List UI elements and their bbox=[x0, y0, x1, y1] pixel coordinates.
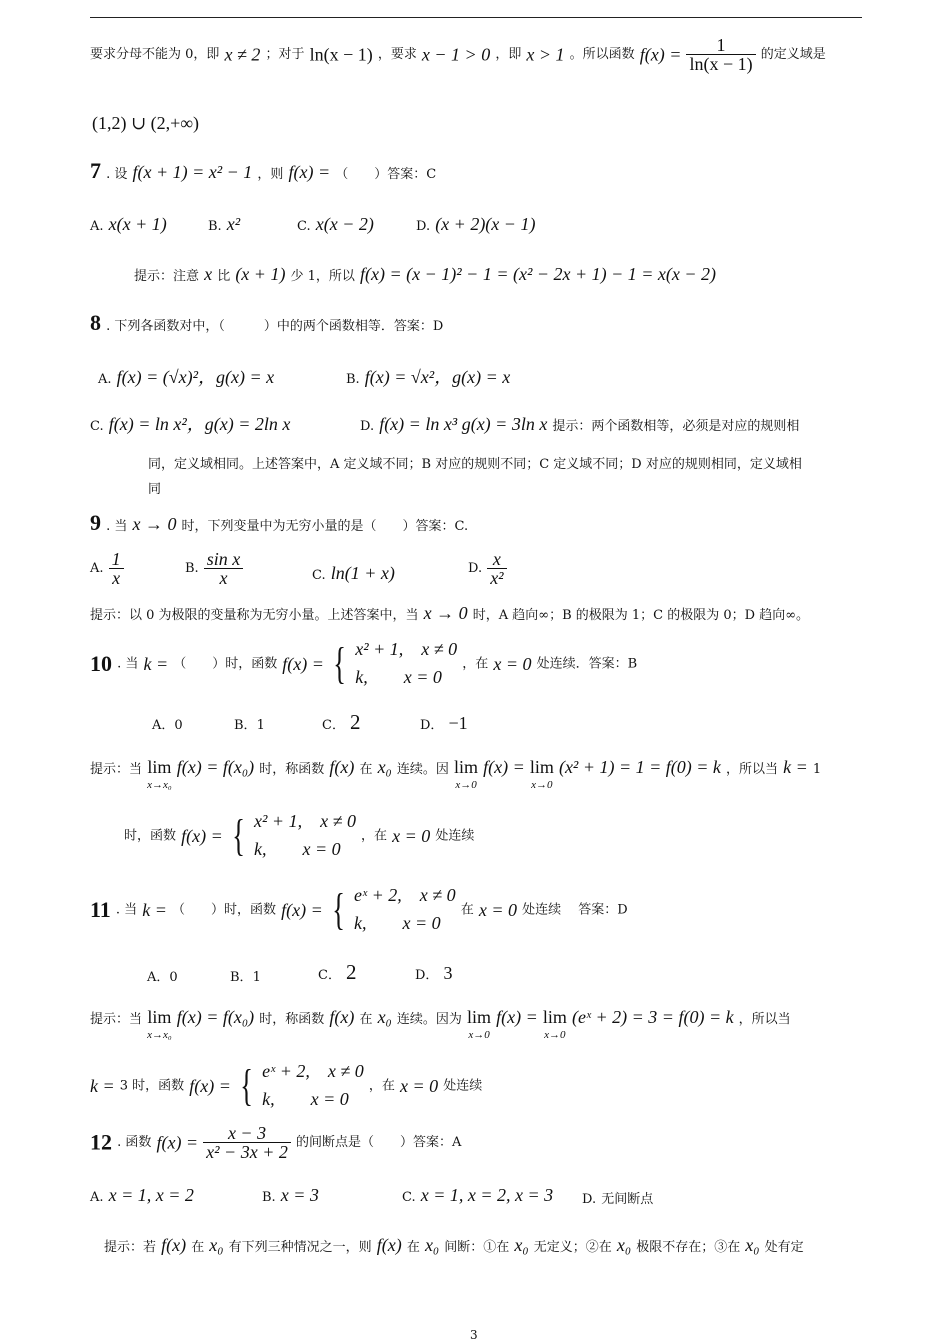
lim-sub: x→x₀ bbox=[147, 779, 172, 791]
option-label: C. bbox=[312, 568, 326, 583]
hint-text: 同 bbox=[148, 482, 162, 497]
q12-option-a bbox=[90, 1186, 194, 1204]
denominator: ln(x − 1) bbox=[689, 54, 753, 74]
case: eˣ + 2, x ≠ 0 bbox=[262, 1061, 364, 1081]
text: 处有定 bbox=[764, 1240, 804, 1255]
text: 有下列三种情况之一，则 bbox=[228, 1240, 372, 1255]
option-label: C. bbox=[90, 419, 104, 434]
lim-op: lim bbox=[147, 757, 172, 777]
math: f(x + 1) = x² − 1 bbox=[132, 162, 253, 182]
math: x = 0 bbox=[399, 1075, 439, 1096]
option-math: x(x + 1) bbox=[108, 214, 167, 234]
text: 的间断点是（ ）答案：A bbox=[295, 1135, 462, 1150]
text: 连续。因 bbox=[396, 762, 449, 777]
math: x bbox=[204, 264, 213, 284]
denominator: x bbox=[219, 568, 228, 588]
math: f(x) = (x − 1)² − 1 = (x² − 2x + 1) − 1 = x(x − 2) bbox=[360, 264, 717, 284]
q7-option-a bbox=[90, 215, 167, 233]
piecewise-cases bbox=[254, 808, 356, 864]
math: f(x) = f(x₀) bbox=[176, 757, 255, 777]
text: ；对于 bbox=[265, 47, 305, 62]
text: 处连续 bbox=[435, 828, 475, 844]
text: ，则 bbox=[257, 167, 284, 182]
case: k, x = 0 bbox=[355, 666, 442, 687]
text: （ ）时，函数 bbox=[173, 656, 278, 672]
text: 提示：注意 bbox=[134, 269, 200, 284]
lim-op: lim bbox=[529, 757, 554, 777]
limit bbox=[467, 1008, 491, 1041]
q10-option-a bbox=[152, 716, 183, 732]
denominator: x² − 3x + 2 bbox=[206, 1142, 288, 1162]
q11-option-a bbox=[147, 968, 178, 984]
math: x = 0 bbox=[493, 653, 532, 674]
case: k, x = 0 bbox=[262, 1088, 349, 1109]
math: f(x) bbox=[161, 1235, 187, 1255]
math: (x + 1) bbox=[235, 264, 286, 284]
q7-option-c bbox=[297, 215, 374, 233]
math: f(x) = f(x₀) bbox=[176, 1007, 255, 1027]
math: (x² + 1) = 1 = f(0) = k bbox=[558, 757, 721, 777]
option-label: B. bbox=[262, 1190, 276, 1205]
option-math: ln(1 + x) bbox=[330, 563, 395, 583]
math: f(x) = bbox=[181, 825, 223, 846]
option-math: x(x − 2) bbox=[315, 214, 374, 234]
option-math: x² bbox=[226, 214, 241, 234]
math: k = bbox=[783, 757, 808, 777]
question-8 bbox=[90, 312, 443, 334]
text: ，在 bbox=[368, 1078, 395, 1094]
math: f(x) bbox=[329, 1007, 355, 1027]
continuation-line bbox=[90, 36, 826, 73]
text: . 当 bbox=[117, 656, 139, 672]
option-label: A. bbox=[98, 372, 112, 387]
lim-sub: x→0 bbox=[544, 1029, 566, 1041]
left-brace: { bbox=[232, 810, 245, 860]
option-label: D． bbox=[415, 968, 439, 983]
q12-option-c bbox=[402, 1186, 553, 1204]
text: 时，称函数 bbox=[259, 1012, 325, 1027]
text: 比 bbox=[217, 269, 231, 284]
math: x → 0 bbox=[132, 514, 177, 534]
text: 时，A 趋向∞；B 的极限为 1；C 的极限为 0；D 趋向∞。 bbox=[472, 608, 810, 623]
math: x₀ bbox=[616, 1235, 632, 1255]
option-value: 0 bbox=[174, 718, 183, 733]
lim-sub: x→0 bbox=[455, 779, 477, 791]
numerator: 1 bbox=[686, 36, 755, 55]
option-label: A. bbox=[90, 561, 104, 576]
text: ，即 bbox=[495, 47, 522, 62]
q11-hint-line2 bbox=[90, 1058, 482, 1114]
lim-op: lim bbox=[467, 1007, 492, 1027]
fraction bbox=[686, 36, 755, 73]
numerator: x − 3 bbox=[203, 1124, 291, 1143]
option-label: B. bbox=[208, 219, 222, 234]
q11-option-c bbox=[318, 962, 357, 983]
text: ，要求 bbox=[377, 47, 417, 62]
q8-option-c bbox=[90, 415, 290, 433]
denominator: x bbox=[112, 568, 121, 588]
math: x → 0 bbox=[423, 603, 468, 623]
math: k = bbox=[142, 899, 167, 920]
option-label: B. bbox=[185, 561, 199, 576]
fraction bbox=[204, 550, 244, 587]
option-label: A． bbox=[152, 718, 175, 733]
case: k, x = 0 bbox=[254, 838, 341, 859]
math: f(x) = bbox=[288, 162, 331, 182]
text: 极限不存在；③在 bbox=[636, 1240, 741, 1255]
option-math: x = 3 bbox=[280, 1185, 319, 1205]
option-value: 0 bbox=[169, 970, 178, 985]
text: 时，函数 bbox=[124, 828, 177, 844]
text: 提示：若 bbox=[104, 1240, 157, 1255]
math: x₀ bbox=[377, 757, 392, 777]
math: f(x) bbox=[329, 757, 355, 777]
q10-option-c bbox=[322, 712, 361, 733]
question-number: 10 bbox=[90, 650, 112, 676]
text: 1 bbox=[812, 762, 822, 777]
text: 时，下列变量中为无穷小量的是（ ）答案：C. bbox=[181, 519, 469, 534]
question-12 bbox=[90, 1124, 461, 1161]
math: f(x) = bbox=[483, 757, 525, 777]
q11-hint bbox=[90, 1008, 791, 1041]
q9-option-a bbox=[90, 550, 124, 587]
option-math: f(x) = (√x)²，g(x) = x bbox=[116, 367, 275, 387]
text: 在 bbox=[359, 762, 373, 777]
math: x − 1 > 0 bbox=[421, 44, 491, 65]
header-rule bbox=[90, 17, 862, 18]
math: ln(x − 1) bbox=[309, 44, 373, 65]
option-math: f(x) = ln x²，g(x) = 2ln x bbox=[108, 414, 291, 434]
text: 的定义域是 bbox=[760, 47, 826, 62]
limit bbox=[147, 1008, 172, 1041]
page-number: 3 bbox=[470, 1328, 478, 1342]
piecewise-cases bbox=[262, 1058, 364, 1114]
math: x₀ bbox=[745, 1235, 760, 1255]
q10-option-d bbox=[420, 714, 468, 732]
denominator: x² bbox=[490, 568, 504, 588]
math: (eˣ + 2) = 3 = f(0) = k bbox=[571, 1007, 734, 1027]
option-label: A. bbox=[90, 1190, 104, 1205]
option-label: D． bbox=[420, 718, 444, 733]
math: x ≠ 2 bbox=[224, 44, 261, 65]
limit bbox=[454, 758, 478, 791]
lim-op: lim bbox=[454, 757, 479, 777]
lim-op: lim bbox=[147, 1007, 172, 1027]
option-label: A． bbox=[147, 970, 170, 985]
q11-option-d bbox=[415, 964, 453, 982]
option-label: D. bbox=[416, 219, 431, 234]
q8-option-b bbox=[346, 368, 510, 386]
question-number: 7 bbox=[90, 158, 101, 183]
option-math: x = 1, x = 2, x = 3 bbox=[420, 1185, 554, 1205]
left-brace: { bbox=[333, 638, 346, 688]
text: ，在 bbox=[361, 828, 388, 844]
text: 在 bbox=[406, 1240, 420, 1255]
left-brace: { bbox=[332, 884, 345, 934]
piecewise-cases bbox=[355, 636, 457, 692]
hint-text: 同，定义域相同。上述答案中，A 定义域不同；B 对应的规则不同；C 定义域不同；D 对应的规则相同，定义域相 bbox=[148, 457, 802, 472]
option-value: −1 bbox=[448, 713, 468, 733]
lim-sub: x→0 bbox=[531, 779, 553, 791]
question-number: 12 bbox=[90, 1129, 112, 1155]
text: 处连续．答案：B bbox=[536, 656, 638, 672]
text: ，所以当 bbox=[726, 762, 779, 777]
option-label: C． bbox=[318, 968, 341, 983]
option-value: 1 bbox=[252, 970, 261, 985]
math: f(x) = bbox=[639, 44, 682, 65]
text: 处连续 答案：D bbox=[522, 902, 628, 918]
case: eˣ + 2, x ≠ 0 bbox=[354, 885, 456, 905]
option-label: B． bbox=[234, 718, 257, 733]
lim-op: lim bbox=[542, 1007, 567, 1027]
q8-option-d bbox=[360, 415, 799, 433]
math: f(x) = bbox=[156, 1132, 199, 1153]
limit bbox=[543, 1008, 567, 1041]
q9-option-d bbox=[468, 550, 507, 587]
question-number: 11 bbox=[90, 896, 111, 922]
math: k = bbox=[143, 653, 169, 674]
text: 提示：当 bbox=[90, 1012, 143, 1027]
option-value: 2 bbox=[346, 960, 357, 984]
text: 提示：当 bbox=[90, 762, 143, 777]
math: f(x) = bbox=[282, 653, 324, 674]
option-math: f(x) = ln x³ g(x) = 3ln x bbox=[379, 414, 548, 434]
text: 连续。因为 bbox=[396, 1012, 462, 1027]
numerator: x bbox=[487, 550, 506, 569]
text: . 当 bbox=[115, 902, 138, 918]
question-11 bbox=[90, 882, 628, 938]
piecewise-cases bbox=[354, 882, 456, 938]
text: . 当 bbox=[106, 519, 128, 534]
text: 要求分母不能为 0，即 bbox=[90, 47, 220, 62]
text: ，所以当 bbox=[738, 1012, 791, 1027]
q9-option-c bbox=[312, 564, 395, 582]
option-value: 3 bbox=[443, 963, 453, 983]
q7-option-d bbox=[416, 215, 535, 233]
limit bbox=[147, 758, 172, 791]
text: 在 bbox=[359, 1012, 373, 1027]
option-math: x = 1, x = 2 bbox=[108, 1185, 194, 1205]
q12-hint bbox=[104, 1236, 804, 1254]
q12-option-d bbox=[582, 1190, 653, 1206]
fraction bbox=[487, 550, 506, 587]
math: f(x) = bbox=[496, 1007, 538, 1027]
text: 处连续 bbox=[443, 1078, 483, 1094]
text: （ ）时，函数 bbox=[171, 902, 276, 918]
left-brace: { bbox=[240, 1060, 253, 1110]
q10-hint bbox=[90, 758, 821, 791]
text: 无定义；②在 bbox=[533, 1240, 612, 1255]
text: 时，称函数 bbox=[259, 762, 325, 777]
option-text: 无间断点 bbox=[601, 1192, 654, 1207]
text: 间断：①在 bbox=[444, 1240, 510, 1255]
option-label: A. bbox=[90, 219, 104, 234]
text: （ ）答案：C bbox=[335, 167, 437, 182]
numerator: 1 bbox=[109, 550, 124, 569]
text: ，在 bbox=[462, 656, 489, 672]
option-label: D. bbox=[582, 1192, 597, 1207]
domain-result: (1,2) ∪ (2,+∞) bbox=[92, 113, 200, 133]
q9-hint bbox=[90, 604, 809, 622]
option-label: D. bbox=[360, 419, 375, 434]
case: x² + 1, x ≠ 0 bbox=[254, 811, 356, 831]
q12-option-b bbox=[262, 1186, 319, 1204]
math: x = 0 bbox=[478, 899, 517, 920]
case: x² + 1, x ≠ 0 bbox=[355, 639, 458, 659]
math: x₀ bbox=[424, 1235, 440, 1255]
option-math: f(x) = √x²，g(x) = x bbox=[364, 367, 511, 387]
option-label: C. bbox=[297, 219, 311, 234]
math: k = bbox=[90, 1075, 115, 1096]
text: 在 bbox=[191, 1240, 205, 1255]
case: k, x = 0 bbox=[354, 912, 441, 933]
option-value: 1 bbox=[256, 718, 265, 733]
option-label: D. bbox=[468, 561, 483, 576]
option-value: 2 bbox=[350, 710, 361, 734]
q9-option-b bbox=[185, 550, 243, 587]
lim-sub: x→x₀ bbox=[147, 1029, 172, 1041]
question-7 bbox=[90, 160, 436, 182]
option-label: C. bbox=[402, 1190, 416, 1205]
fraction bbox=[109, 550, 124, 587]
q8-option-a bbox=[98, 368, 274, 386]
option-math: (x + 2)(x − 1) bbox=[435, 214, 536, 234]
question-number: 8 bbox=[90, 310, 101, 335]
option-label: B． bbox=[230, 970, 253, 985]
text: 在 bbox=[460, 902, 474, 918]
math: f(x) bbox=[376, 1235, 402, 1255]
fraction bbox=[203, 1124, 291, 1161]
option-label: C． bbox=[322, 718, 345, 733]
question-number: 9 bbox=[90, 510, 101, 535]
math: x > 1 bbox=[526, 44, 565, 65]
math: x₀ bbox=[514, 1235, 529, 1255]
limit bbox=[530, 758, 554, 791]
q7-hint bbox=[134, 265, 716, 283]
text: 少 1，所以 bbox=[290, 269, 355, 284]
math: f(x) = bbox=[189, 1075, 231, 1096]
text: 。所以函数 bbox=[569, 47, 635, 62]
text: . 函数 bbox=[117, 1135, 152, 1150]
lim-sub: x→0 bbox=[468, 1029, 490, 1041]
q11-option-b bbox=[230, 968, 261, 984]
question-10 bbox=[90, 636, 637, 692]
question-9 bbox=[90, 512, 468, 534]
math: x₀ bbox=[377, 1007, 392, 1027]
option-label: B. bbox=[346, 372, 360, 387]
text: 提示：以 0 为极限的变量称为无穷小量。上述答案中，当 bbox=[90, 608, 419, 623]
text: . 设 bbox=[106, 167, 128, 182]
q7-option-b bbox=[208, 215, 240, 233]
text: . 下列各函数对中，（ ）中的两个函数相等．答案：D bbox=[106, 319, 444, 334]
math: x₀ bbox=[209, 1235, 224, 1255]
q10-hint-line2 bbox=[124, 808, 474, 864]
numerator: sin x bbox=[204, 550, 244, 569]
hint-text: 提示：两个函数相等，必须是对应的规则相 bbox=[552, 419, 800, 434]
math: f(x) = bbox=[281, 899, 323, 920]
q10-option-b bbox=[234, 716, 265, 732]
text: 3 时，函数 bbox=[119, 1078, 185, 1094]
math: x = 0 bbox=[392, 825, 431, 846]
